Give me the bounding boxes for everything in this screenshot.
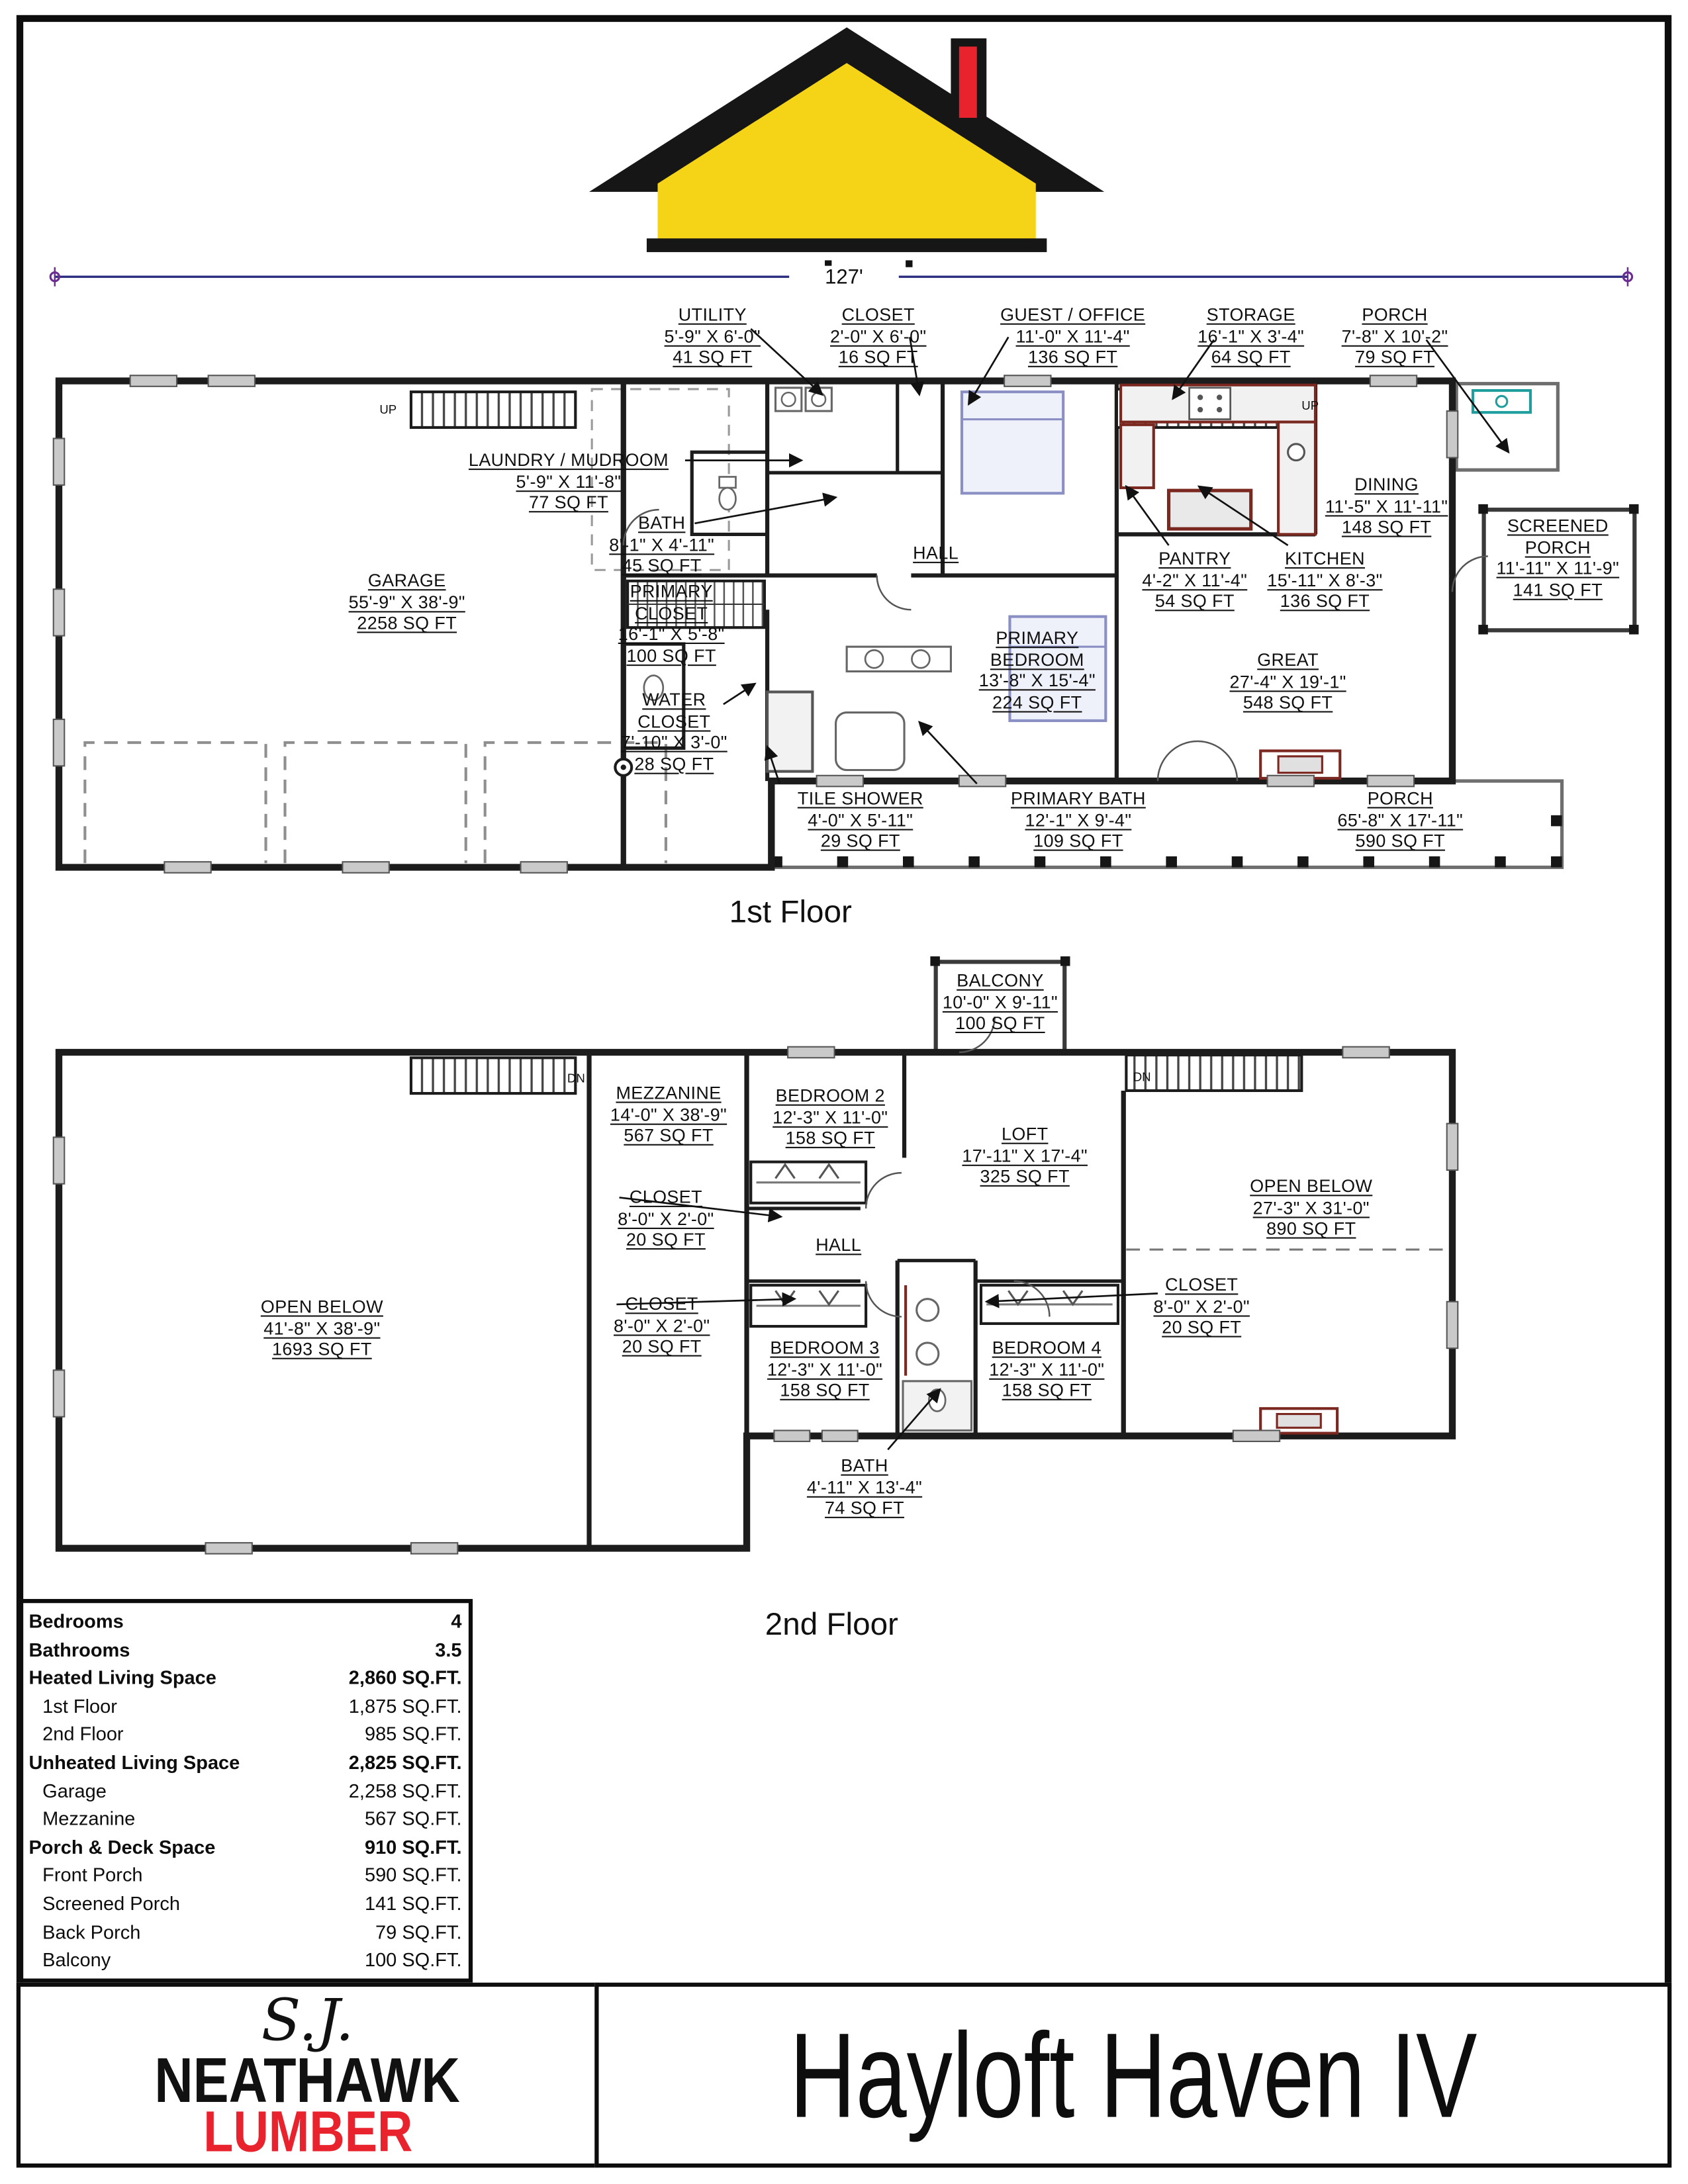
room-label: UTILITY 5'-9" X 6'-0" 41 SQ FT: [664, 304, 761, 368]
room-label: CLOSET 8'-0" X 2'-0" 20 SQ FT: [613, 1293, 710, 1357]
title-block: [594, 1983, 1671, 2167]
stats-row: [23, 1833, 469, 1862]
company-logo: [17, 1983, 599, 2167]
room-label: GUEST / OFFICE 11'-0" X 11'-4" 136 SQ FT: [1000, 304, 1146, 368]
room-label: LOFT 17'-11" X 17'-4" 325 SQ FT: [962, 1123, 1088, 1187]
stats-label: Porch & Deck Space: [28, 1835, 216, 1858]
stats-row: [23, 1861, 469, 1889]
room-label: PRIMARY BATH 12'-1" X 9'-4" 109 SQ FT: [1010, 788, 1146, 852]
room-label: CLOSET 2'-0" X 6'-0" 16 SQ FT: [830, 304, 927, 368]
stats-label: Front Porch: [42, 1864, 143, 1886]
room-label: BEDROOM 4 12'-3" X 11'-0" 158 SQ FT: [989, 1337, 1105, 1401]
stats-row: [23, 1607, 469, 1635]
room-label: GARAGE 55'-9" X 38'-9" 2258 SQ FT: [348, 570, 465, 633]
room-label: BATH 4'-11" X 13'-4" 74 SQ FT: [806, 1455, 923, 1519]
room-label: SCREENED PORCH 11'-11" X 11'-9" 141 SQ FT: [1496, 515, 1620, 600]
room-label: WATER CLOSET 7'-10" X 3'-0" 28 SQ FT: [620, 689, 727, 774]
stats-value: 590 SQ.FT.: [364, 1864, 462, 1886]
brand-initials: S.J.: [261, 1985, 354, 2054]
stats-label: Heated Living Space: [28, 1666, 216, 1688]
stats-row: [23, 1805, 469, 1833]
stats-value: 2,860 SQ.FT.: [348, 1666, 462, 1688]
room-label: OPEN BELOW 27'-3" X 31'-0" 890 SQ FT: [1250, 1175, 1373, 1239]
plan-title: Hayloft Haven IV: [789, 2006, 1477, 2142]
stats-row: [23, 1664, 469, 1692]
room-label: BATH 8'-1" X 4'-11" 45 SQ FT: [609, 512, 715, 576]
room-label: PRIMARY BEDROOM 13'-8" X 15'-4" 224 SQ FT: [978, 627, 1096, 713]
room-label: TILE SHOWER 4'-0" X 5'-11" 29 SQ FT: [797, 788, 923, 852]
brand-name: NEATHAWK: [154, 2043, 461, 2115]
stats-label: Bedrooms: [28, 1610, 124, 1632]
room-label: HALL: [913, 542, 959, 563]
stats-label: Unheated Living Space: [28, 1751, 240, 1773]
room-label: BALCONY 10'-0" X 9'-11" 100 SQ FT: [942, 970, 1058, 1034]
stats-value: 910 SQ.FT.: [364, 1835, 462, 1858]
room-label: BEDROOM 2 12'-3" X 11'-0" 158 SQ FT: [773, 1085, 888, 1149]
floor1-caption: 1st Floor: [729, 893, 852, 929]
stats-row: [23, 1776, 469, 1805]
stats-label: Mezzanine: [42, 1807, 136, 1830]
stats-value: 2,825 SQ.FT.: [348, 1751, 462, 1773]
stats-label: Garage: [42, 1779, 107, 1801]
stats-row: [23, 1635, 469, 1664]
stair-direction-label: DN: [567, 1071, 585, 1085]
stats-label: Balcony: [42, 1948, 111, 1971]
stats-row: [23, 1720, 469, 1749]
stats-row: [23, 1917, 469, 1946]
room-label: STORAGE 16'-1" X 3'-4" 64 SQ FT: [1197, 304, 1305, 368]
stats-value: 985 SQ.FT.: [364, 1723, 462, 1745]
floor2-caption: 2nd Floor: [765, 1606, 898, 1642]
stats-row: [23, 1889, 469, 1918]
room-label: GREAT 27'-4" X 19'-1" 548 SQ FT: [1229, 649, 1346, 713]
room-label: PORCH 65'-8" X 17'-11" 590 SQ FT: [1337, 788, 1464, 852]
stats-label: Bathrooms: [28, 1638, 130, 1661]
stats-value: 4: [451, 1610, 462, 1632]
stats-row: [23, 1692, 469, 1720]
brand-sub: LUMBER: [203, 2098, 412, 2163]
stats-label: Back Porch: [42, 1920, 141, 1942]
room-label: CLOSET 8'-0" X 2'-0" 20 SQ FT: [618, 1186, 714, 1250]
house-logo-icon: [589, 27, 1104, 252]
area-summary-table: [19, 1599, 473, 1983]
stair-direction-label: DN: [1133, 1069, 1151, 1084]
stats-value: 1,875 SQ.FT.: [348, 1694, 462, 1717]
room-label: KITCHEN 15'-11" X 8'-3" 136 SQ FT: [1267, 548, 1383, 612]
room-label: OPEN BELOW 41'-8" X 38'-9" 1693 SQ FT: [260, 1296, 383, 1360]
room-label: HALL: [816, 1234, 862, 1255]
room-label: LAUNDRY / MUDROOM 5'-9" X 11'-8" 77 SQ FT: [468, 449, 669, 513]
stats-value: 141 SQ.FT.: [364, 1891, 462, 1915]
room-label: DINING 11'-5" X 11'-11" 148 SQ FT: [1325, 474, 1448, 537]
stats-label: 2nd Floor: [42, 1723, 124, 1745]
stats-value: 100 SQ.FT.: [364, 1948, 462, 1971]
room-label: MEZZANINE 14'-0" X 38'-9" 567 SQ FT: [610, 1082, 727, 1146]
stair-direction-label: UP: [379, 402, 397, 417]
room-label: PORCH 7'-8" X 10'-2" 79 SQ FT: [1341, 304, 1448, 368]
stats-value: 2,258 SQ.FT.: [348, 1779, 462, 1801]
room-label: PANTRY 4'-2" X 11'-4" 54 SQ FT: [1142, 548, 1248, 612]
room-label: PRIMARY CLOSET 16'-1" X 5'-8" 100 SQ FT: [618, 580, 725, 666]
stats-label: 1st Floor: [42, 1694, 117, 1717]
stats-value: 79 SQ.FT.: [375, 1920, 462, 1942]
stats-value: 567 SQ.FT.: [364, 1807, 462, 1830]
stats-row: [23, 1946, 469, 1974]
stats-value: 3.5: [435, 1638, 462, 1661]
room-label: CLOSET 8'-0" X 2'-0" 20 SQ FT: [1153, 1274, 1250, 1338]
stair-direction-label: UP: [1301, 398, 1319, 413]
overall-dimension-label: 127': [800, 266, 888, 289]
stats-row: [23, 1749, 469, 1777]
room-label: BEDROOM 3 12'-3" X 11'-0" 158 SQ FT: [767, 1337, 883, 1401]
stats-label: Screened Porch: [42, 1891, 180, 1915]
